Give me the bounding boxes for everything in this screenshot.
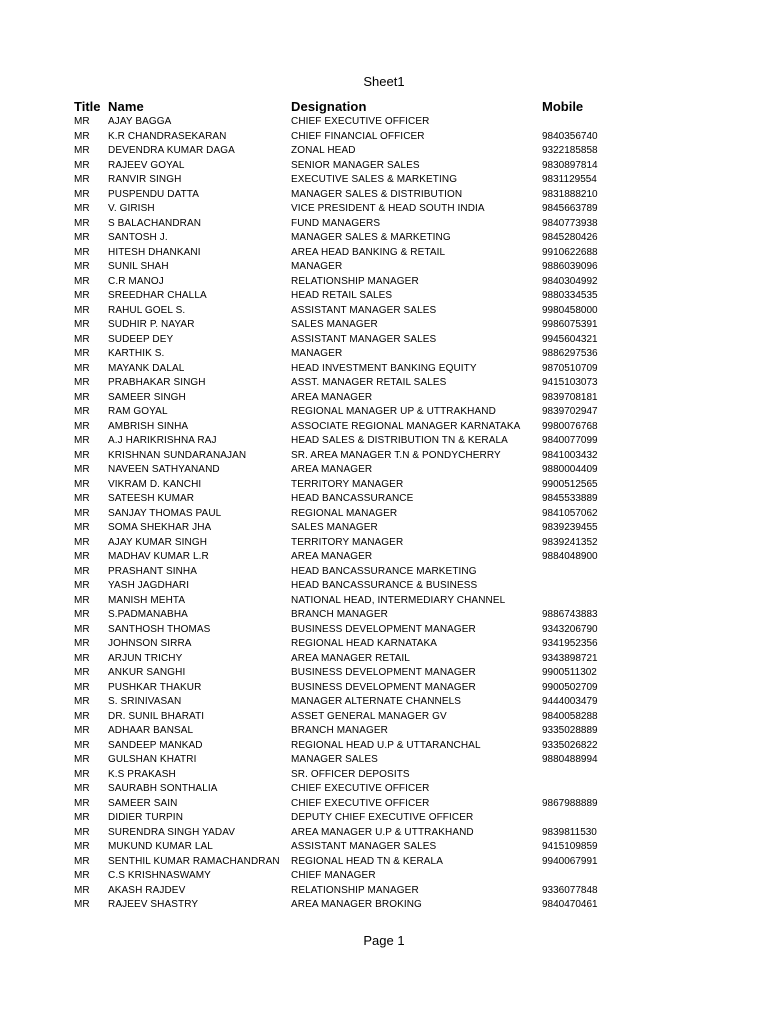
- table-row: [74, 710, 714, 725]
- table-row: [74, 507, 714, 522]
- cell-designation: TERRITORY MANAGER: [291, 478, 404, 490]
- cell-mobile: 9839239455: [542, 522, 598, 533]
- cell-designation: MANAGER: [291, 261, 343, 272]
- cell-designation: MANAGER SALES & MARKETING: [291, 232, 451, 243]
- column-header-title: Title: [74, 99, 101, 114]
- table-row: [74, 840, 714, 855]
- cell-mobile: 9840470461: [542, 899, 598, 910]
- cell-title: MR: [74, 449, 90, 461]
- cell-designation: HEAD SALES & DISTRIBUTION TN & KERALA: [291, 435, 508, 446]
- cell-title: MR: [74, 667, 90, 678]
- cell-title: MR: [74, 710, 90, 722]
- column-header-name: Name: [108, 99, 144, 114]
- table-row: [74, 289, 714, 304]
- cell-mobile: 9840773938: [542, 217, 598, 229]
- cell-mobile: 9839811530: [542, 826, 597, 838]
- cell-designation: BUSINESS DEVELOPMENT MANAGER: [291, 681, 476, 693]
- cell-title: MR: [74, 638, 90, 649]
- table-row: [74, 376, 714, 391]
- table-row: [74, 231, 714, 246]
- cell-mobile: 9910622688: [542, 246, 598, 258]
- cell-name: RAJEEV SHASTRY: [108, 899, 199, 910]
- cell-title: MR: [74, 841, 90, 852]
- cell-designation: AREA MANAGER RETAIL: [291, 652, 410, 664]
- cell-title: MR: [74, 754, 90, 765]
- cell-title: MR: [74, 768, 90, 780]
- cell-title: MR: [74, 652, 90, 664]
- cell-mobile: 9884048900: [542, 551, 598, 562]
- table-row: [74, 347, 714, 362]
- cell-name: KRISHNAN SUNDARANAJAN: [108, 449, 247, 461]
- cell-mobile: 9845663789: [542, 203, 598, 214]
- cell-name: AMBRISH SINHA: [108, 420, 189, 432]
- cell-title: MR: [74, 870, 90, 881]
- cell-title: MR: [74, 623, 90, 635]
- cell-mobile: 9880334535: [542, 290, 598, 301]
- table-row: [74, 666, 714, 681]
- table-row: [74, 362, 714, 377]
- cell-mobile: 9880004409: [542, 464, 598, 475]
- cell-mobile: 9831888210: [542, 188, 598, 200]
- table-row: [74, 463, 714, 478]
- contact-table: [74, 99, 714, 913]
- table-row: [74, 681, 714, 696]
- cell-name: GULSHAN KHATRI: [108, 754, 197, 765]
- cell-name: RAJEEV GOYAL: [108, 159, 185, 171]
- cell-mobile: 9841057062: [542, 507, 598, 519]
- cell-name: SANTOSH J.: [108, 232, 168, 243]
- cell-title: MR: [74, 783, 90, 794]
- table-row: [74, 855, 714, 870]
- table-row: [74, 898, 714, 913]
- cell-mobile: 9839708181: [542, 391, 598, 403]
- cell-mobile: 9839241352: [542, 536, 598, 548]
- cell-title: MR: [74, 261, 90, 272]
- cell-mobile: 9322185858: [542, 145, 598, 156]
- cell-title: MR: [74, 174, 90, 185]
- table-row: [74, 695, 714, 710]
- cell-title: MR: [74, 246, 90, 258]
- cell-designation: ASSOCIATE REGIONAL MANAGER KARNATAKA: [291, 420, 521, 432]
- cell-designation: FUND MANAGERS: [291, 217, 381, 229]
- cell-title: MR: [74, 797, 90, 809]
- cell-title: MR: [74, 826, 90, 838]
- cell-designation: AREA MANAGER BROKING: [291, 899, 422, 910]
- cell-mobile: 9870510709: [542, 362, 598, 374]
- table-row: [74, 478, 714, 493]
- cell-name: JOHNSON SIRRA: [108, 638, 192, 649]
- table-row: [74, 304, 714, 319]
- cell-designation: AREA MANAGER: [291, 464, 373, 475]
- table-row: [74, 623, 714, 638]
- cell-title: MR: [74, 812, 90, 823]
- table-row: [74, 869, 714, 884]
- cell-name: SURENDRA SINGH YADAV: [108, 826, 236, 838]
- cell-name: AJAY BAGGA: [108, 116, 172, 127]
- cell-designation: AREA MANAGER: [291, 551, 373, 562]
- cell-designation: SR. OFFICER DEPOSITS: [291, 768, 410, 780]
- cell-title: MR: [74, 696, 90, 707]
- table-row: [74, 811, 714, 826]
- cell-name: SOMA SHEKHAR JHA: [108, 522, 212, 533]
- cell-title: MR: [74, 203, 90, 214]
- cell-mobile: 9335026822: [542, 739, 598, 751]
- cell-name: C.S KRISHNASWAMY: [108, 870, 211, 881]
- cell-designation: MANAGER SALES & DISTRIBUTION: [291, 188, 463, 200]
- cell-designation: SALES MANAGER: [291, 522, 378, 533]
- cell-mobile: 9845533889: [542, 493, 598, 504]
- cell-title: MR: [74, 478, 90, 490]
- cell-name: DEVENDRA KUMAR DAGA: [108, 145, 235, 156]
- column-header-mobile: Mobile: [542, 99, 584, 114]
- cell-mobile: 9444003479: [542, 696, 598, 707]
- cell-title: MR: [74, 565, 90, 577]
- cell-title: MR: [74, 507, 90, 519]
- table-row: [74, 246, 714, 261]
- cell-designation: AREA MANAGER: [291, 391, 373, 403]
- cell-mobile: 9867988889: [542, 797, 598, 809]
- cell-name: RAM GOYAL: [108, 406, 168, 417]
- cell-name: PUSPENDU DATTA: [108, 188, 200, 200]
- cell-title: MR: [74, 855, 90, 867]
- cell-name: SUDEEP DEY: [108, 333, 174, 345]
- table-row: [74, 434, 714, 449]
- cell-mobile: 9900512565: [542, 478, 598, 490]
- cell-name: ADHAAR BANSAL: [108, 725, 194, 736]
- cell-title: MR: [74, 116, 90, 127]
- cell-mobile: 9940067991: [542, 855, 598, 867]
- table-body: [74, 115, 714, 913]
- page-number: Page 1: [363, 933, 405, 948]
- cell-name: PRASHANT SINHA: [108, 565, 198, 577]
- cell-name: MADHAV KUMAR L.R: [108, 551, 209, 562]
- cell-title: MR: [74, 580, 90, 591]
- cell-title: MR: [74, 725, 90, 736]
- sheet-title: Sheet1: [363, 74, 405, 89]
- cell-title: MR: [74, 217, 90, 229]
- table-row: [74, 130, 714, 145]
- cell-mobile: 9841003432: [542, 449, 598, 461]
- cell-name: C.R MANOJ: [108, 275, 164, 287]
- cell-designation: CHIEF EXECUTIVE OFFICER: [291, 116, 430, 127]
- cell-name: ANKUR SANGHI: [108, 667, 186, 678]
- cell-title: MR: [74, 188, 90, 200]
- table-row: [74, 188, 714, 203]
- cell-designation: ASST. MANAGER RETAIL SALES: [291, 377, 447, 388]
- table-row: [74, 202, 714, 217]
- cell-mobile: 9343206790: [542, 623, 598, 635]
- cell-name: NAVEEN SATHYANAND: [108, 464, 220, 475]
- table-row: [74, 637, 714, 652]
- cell-name: SAMEER SAIN: [108, 797, 178, 809]
- cell-mobile: 9415109859: [542, 841, 598, 852]
- cell-mobile: 9335028889: [542, 725, 598, 736]
- cell-designation: BUSINESS DEVELOPMENT MANAGER: [291, 667, 476, 678]
- cell-name: DIDIER TURPIN: [108, 812, 184, 823]
- cell-title: MR: [74, 435, 90, 446]
- cell-title: MR: [74, 391, 90, 403]
- cell-designation: BRANCH MANAGER: [291, 609, 388, 620]
- table-row: [74, 579, 714, 594]
- cell-mobile: 9945604321: [542, 333, 598, 345]
- cell-name: PRABHAKAR SINGH: [108, 377, 206, 388]
- cell-designation: CHIEF EXECUTIVE OFFICER: [291, 797, 430, 809]
- table-row: [74, 405, 714, 420]
- cell-title: MR: [74, 536, 90, 548]
- cell-title: MR: [74, 609, 90, 620]
- cell-designation: RELATIONSHIP MANAGER: [291, 884, 419, 896]
- cell-mobile: 9831129554: [542, 174, 597, 185]
- cell-designation: BRANCH MANAGER: [291, 725, 388, 736]
- cell-designation: REGIONAL MANAGER: [291, 507, 398, 519]
- table-row: [74, 826, 714, 841]
- cell-mobile: 9845280426: [542, 232, 598, 243]
- cell-title: MR: [74, 681, 90, 693]
- table-row: [74, 550, 714, 565]
- table-row: [74, 768, 714, 783]
- cell-name: RANVIR SINGH: [108, 174, 182, 185]
- table-row: [74, 173, 714, 188]
- cell-name: S BALACHANDRAN: [108, 217, 202, 229]
- cell-designation: HEAD INVESTMENT BANKING EQUITY: [291, 362, 477, 374]
- cell-title: MR: [74, 884, 90, 896]
- cell-name: DR. SUNIL BHARATI: [108, 710, 205, 722]
- cell-mobile: 9840077099: [542, 435, 598, 446]
- cell-designation: MANAGER SALES: [291, 754, 378, 765]
- cell-designation: AREA MANAGER U.P & UTTRAKHAND: [291, 826, 474, 838]
- cell-designation: REGIONAL MANAGER UP & UTTRAKHAND: [291, 406, 496, 417]
- cell-name: V. GIRISH: [108, 203, 155, 214]
- table-row: [74, 144, 714, 159]
- cell-designation: HEAD BANCASSURANCE & BUSINESS: [291, 580, 478, 591]
- cell-name: SANTHOSH THOMAS: [108, 623, 211, 635]
- cell-name: A.J HARIKRISHNA RAJ: [108, 435, 217, 446]
- cell-mobile: 9886743883: [542, 609, 598, 620]
- cell-name: AKASH RAJDEV: [108, 884, 186, 896]
- cell-name: SANDEEP MANKAD: [108, 739, 203, 751]
- cell-title: MR: [74, 348, 90, 359]
- cell-mobile: 9840304992: [542, 275, 598, 287]
- cell-mobile: 9880488994: [542, 754, 598, 765]
- cell-name: PUSHKAR THAKUR: [108, 681, 202, 693]
- cell-name: SAURABH SONTHALIA: [108, 783, 218, 794]
- cell-title: MR: [74, 406, 90, 417]
- cell-name: AJAY KUMAR SINGH: [108, 536, 208, 548]
- cell-designation: REGIONAL HEAD U.P & UTTARANCHAL: [291, 739, 481, 751]
- cell-title: MR: [74, 493, 90, 504]
- cell-mobile: 9900511302: [542, 667, 597, 678]
- cell-title: MR: [74, 145, 90, 156]
- table-row: [74, 594, 714, 609]
- cell-name: ARJUN TRICHY: [108, 652, 183, 664]
- table-row: [74, 884, 714, 899]
- cell-designation: MANAGER: [291, 348, 343, 359]
- cell-mobile: 9341952356: [542, 638, 598, 649]
- cell-name: YASH JAGDHARI: [108, 580, 190, 591]
- cell-name: KARTHIK S.: [108, 348, 165, 359]
- cell-name: SATEESH KUMAR: [108, 493, 195, 504]
- cell-title: MR: [74, 275, 90, 287]
- cell-mobile: 9415103073: [542, 377, 598, 388]
- cell-name: HITESH DHANKANI: [108, 246, 201, 258]
- cell-title: MR: [74, 377, 90, 388]
- cell-designation: AREA HEAD BANKING & RETAIL: [291, 246, 446, 258]
- cell-designation: CHIEF MANAGER: [291, 870, 376, 881]
- cell-designation: HEAD RETAIL SALES: [291, 290, 393, 301]
- cell-designation: ASSET GENERAL MANAGER GV: [291, 710, 447, 722]
- table-row: [74, 159, 714, 174]
- cell-name: SANJAY THOMAS PAUL: [108, 507, 222, 519]
- cell-name: SENTHIL KUMAR RAMACHANDRAN: [108, 855, 280, 867]
- table-row: [74, 652, 714, 667]
- table-row: [74, 449, 714, 464]
- cell-mobile: 9336077848: [542, 884, 598, 896]
- cell-name: SAMEER SINGH: [108, 391, 186, 403]
- cell-designation: BUSINESS DEVELOPMENT MANAGER: [291, 623, 476, 635]
- table-row: [74, 565, 714, 580]
- cell-title: MR: [74, 319, 90, 330]
- cell-designation: EXECUTIVE SALES & MARKETING: [291, 174, 458, 185]
- cell-mobile: 9886039096: [542, 261, 598, 272]
- cell-designation: SALES MANAGER: [291, 319, 378, 330]
- cell-title: MR: [74, 304, 90, 316]
- table-row: [74, 536, 714, 551]
- cell-designation: VICE PRESIDENT & HEAD SOUTH INDIA: [291, 203, 485, 214]
- cell-mobile: 9839702947: [542, 406, 598, 417]
- table-row: [74, 420, 714, 435]
- cell-designation: CHIEF EXECUTIVE OFFICER: [291, 783, 430, 794]
- cell-title: MR: [74, 594, 90, 606]
- cell-designation: ASSISTANT MANAGER SALES: [291, 304, 437, 316]
- cell-title: MR: [74, 464, 90, 475]
- cell-designation: NATIONAL HEAD, INTERMEDIARY CHANNEL: [291, 594, 506, 606]
- cell-designation: CHIEF FINANCIAL OFFICER: [291, 130, 425, 142]
- table-row: [74, 521, 714, 536]
- cell-name: SREEDHAR CHALLA: [108, 290, 207, 301]
- cell-designation: HEAD BANCASSURANCE: [291, 493, 414, 504]
- cell-mobile: 9886297536: [542, 348, 598, 359]
- cell-designation: HEAD BANCASSURANCE MARKETING: [291, 565, 477, 577]
- cell-mobile: 9830897814: [542, 159, 598, 171]
- cell-name: S.PADMANABHA: [108, 609, 188, 620]
- column-header-designation: Designation: [291, 99, 367, 114]
- table-header-row: [74, 99, 714, 115]
- cell-mobile: 9980458000: [542, 304, 598, 316]
- cell-mobile: 9900502709: [542, 681, 598, 693]
- cell-designation: ASSISTANT MANAGER SALES: [291, 841, 437, 852]
- table-row: [74, 318, 714, 333]
- cell-designation: SR. AREA MANAGER T.N & PONDYCHERRY: [291, 449, 501, 461]
- cell-mobile: 9980076768: [542, 420, 598, 432]
- cell-mobile: 9840058288: [542, 710, 598, 722]
- cell-designation: REGIONAL HEAD KARNATAKA: [291, 638, 438, 649]
- cell-name: SUNIL SHAH: [108, 261, 169, 272]
- cell-designation: SENIOR MANAGER SALES: [291, 159, 420, 171]
- table-row: [74, 782, 714, 797]
- cell-designation: TERRITORY MANAGER: [291, 536, 404, 548]
- cell-name: SUDHIR P. NAYAR: [108, 319, 195, 330]
- table-row: [74, 797, 714, 812]
- table-row: [74, 333, 714, 348]
- cell-name: MANISH MEHTA: [108, 594, 186, 606]
- table-row: [74, 115, 714, 130]
- cell-title: MR: [74, 739, 90, 751]
- cell-title: MR: [74, 159, 90, 171]
- cell-title: MR: [74, 899, 90, 910]
- table-row: [74, 260, 714, 275]
- cell-title: MR: [74, 232, 90, 243]
- cell-mobile: 9343898721: [542, 652, 598, 664]
- cell-designation: ZONAL HEAD: [291, 145, 356, 156]
- table-row: [74, 217, 714, 232]
- table-row: [74, 724, 714, 739]
- cell-name: K.S PRAKASH: [108, 768, 176, 780]
- cell-name: RAHUL GOEL S.: [108, 304, 186, 316]
- cell-name: S. SRINIVASAN: [108, 696, 182, 707]
- cell-name: MAYANK DALAL: [108, 362, 185, 374]
- table-row: [74, 739, 714, 754]
- cell-designation: MANAGER ALTERNATE CHANNELS: [291, 696, 462, 707]
- cell-mobile: 9986075391: [542, 319, 598, 330]
- cell-mobile: 9840356740: [542, 130, 598, 142]
- table-row: [74, 391, 714, 406]
- cell-title: MR: [74, 420, 90, 432]
- cell-title: MR: [74, 333, 90, 345]
- cell-title: MR: [74, 551, 90, 562]
- cell-title: MR: [74, 522, 90, 533]
- cell-designation: RELATIONSHIP MANAGER: [291, 275, 419, 287]
- cell-title: MR: [74, 362, 90, 374]
- cell-title: MR: [74, 290, 90, 301]
- cell-designation: ASSISTANT MANAGER SALES: [291, 333, 437, 345]
- cell-title: MR: [74, 130, 90, 142]
- cell-designation: DEPUTY CHIEF EXECUTIVE OFFICER: [291, 812, 474, 823]
- table-row: [74, 608, 714, 623]
- cell-name: MUKUND KUMAR LAL: [108, 841, 213, 852]
- cell-name: VIKRAM D. KANCHI: [108, 478, 202, 490]
- table-row: [74, 492, 714, 507]
- cell-name: K.R CHANDRASEKARAN: [108, 130, 227, 142]
- cell-designation: REGIONAL HEAD TN & KERALA: [291, 855, 443, 867]
- table-row: [74, 275, 714, 290]
- table-row: [74, 753, 714, 768]
